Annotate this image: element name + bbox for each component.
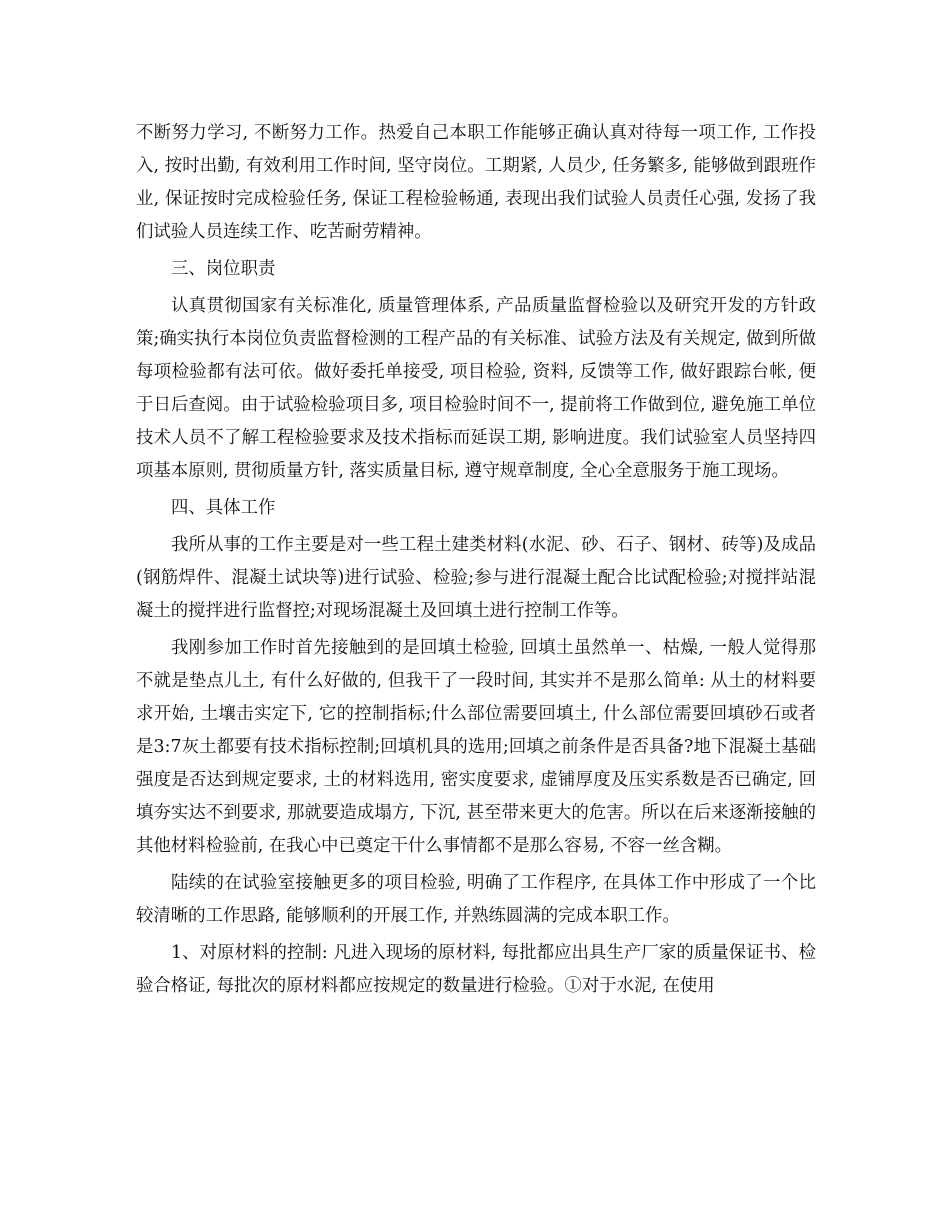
paragraph-backfill-experience: 我刚参加工作时首先接触到的是回填土检验, 回填土虽然单一、枯燥, 一般人觉得那不就是垫点儿土, 有什么好做的, 但我干了一段时间, 其实并不是那么简单: 从土的材料要求开始, 土壤击实定下, 它的控制指标;什么部位需要回填土, 什么部位需要回填砂石或者是3:7灰土都要有技术指标控制;回填机具的选用;回填之前条件是否具备?地下混凝土基础强度是否达到规定要求, 土的材料选用, 密实度要求, 虚铺厚度及压实系数是否已确定, 回填夯实达不到要求, 那就要造成塌方, 下沉, 甚至带来更大的危害。所以在后来逐渐接触的其他材料检验前, 在我心中已奠定干什么事情都不是那么容易, 不容一丝含糊。 [136, 638, 816, 856]
paragraph-work-attitude: 不断努力学习, 不断努力工作。热爱自己本职工作能够正确认真对待每一项工作, 工作投入, 按时出勤, 有效利用工作时间, 坚守岗位。工期紧, 人员少, 任务繁多, 能够做到跟班作业, 保证按时完成检验任务, 保证工程检验畅通, 表现出我们试验人员责任心强, 发扬了我们试验人员连续工作、吃苦耐劳精神。 [136, 123, 816, 242]
paragraph-raw-material-control: 1、对原材料的控制: 凡进入现场的原材料, 每批都应出具生产厂家的质量保证书、检验合格证, 每批次的原材料都应按规定的数量进行检验。①对于水泥, 在使用 [136, 943, 816, 996]
paragraph-work-progress: 陆续的在试验室接触更多的项目检验, 明确了工作程序, 在具体工作中形成了一个比较清晰的工作思路, 能够顺利的开展工作, 并熟练圆满的完成本职工作。 [136, 873, 816, 926]
paragraph-job-duties: 认真贯彻国家有关标准化, 质量管理体系, 产品质量监督检验以及研究开发的方针政策;确实执行本岗位负责监督检测的工程产品的有关标准、试验方法及有关规定, 做到所做每项检验都有法可依。做好委托单接受, 项目检验, 资料, 反馈等工作, 做好跟踪台帐, 便于日后查阅。由于试验检验项目多, 项目检验时间不一, 提前将工作做到位, 避免施工单位技术人员不了解工程检验要求及技术指标而延误工期, 影响进度。我们试验室人员坚持四项基本原则, 贯彻质量方针, 落实质量目标, 遵守规章制度, 全心全意服务于施工现场。 [136, 296, 816, 481]
section-heading-specific-work: 四、具体工作 [171, 498, 276, 518]
section-heading-job-duties: 三、岗位职责 [171, 259, 276, 279]
paragraph-work-scope: 我所从事的工作主要是对一些工程土建类材料(水泥、砂、石子、钢材、砖等)及成品(钢筋焊件、混凝土试块等)进行试验、检验;参与进行混凝土配合比试配检验;对搅拌站混凝土的搅拌进行监督控;对现场混凝土及回填土进行控制工作等。 [136, 535, 816, 621]
